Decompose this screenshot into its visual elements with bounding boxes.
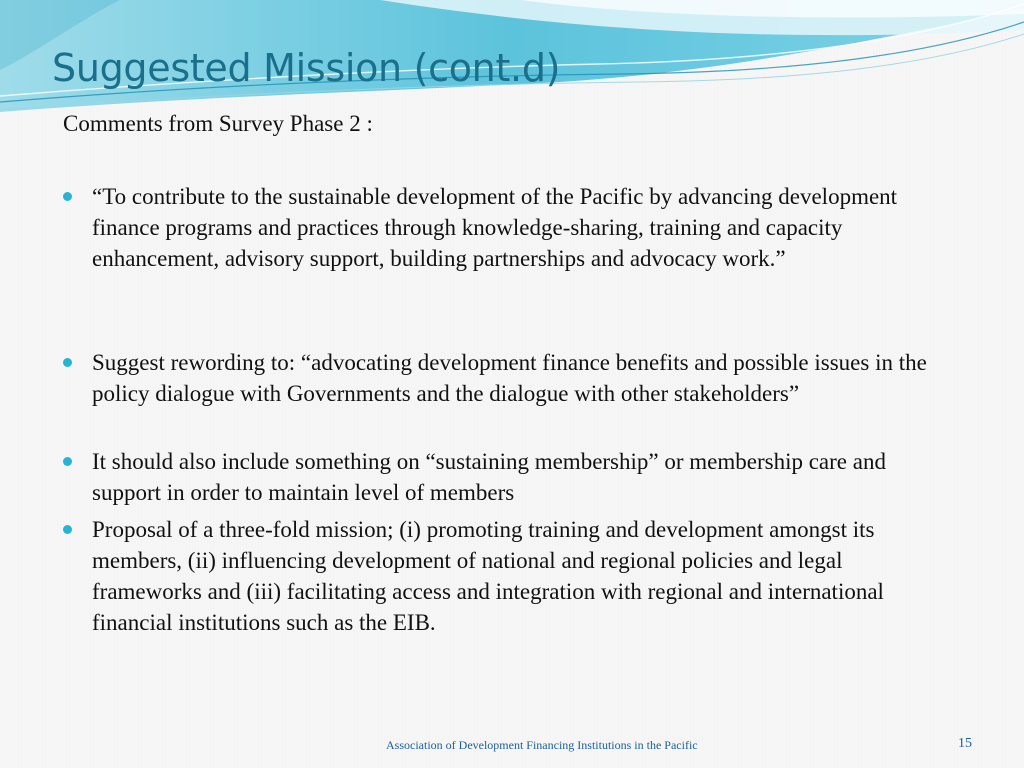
bullet-text: Proposal of a three-fold mission; (i) promoting training and development amongst its members, (ii) influencing development of national and regional policies and legal frameworks and (iii) facilitating access and integration with regional and international financial institutions such as the EIB. (92, 517, 884, 635)
bullet-text: “To contribute to the sustainable development of the Pacific by advancing development finance programs and practices through knowledge-sharing, training and capacity enhancement, advisory support, building partnerships and advocacy work.” (92, 184, 898, 271)
footer-organization: Association of Development Financing Institutions in the Pacific (386, 738, 698, 752)
bullet-dot-icon (63, 358, 72, 367)
page-number: 15 (958, 736, 972, 751)
bullet-text: Suggest rewording to: “advocating development finance benefits and possible issues in the policy dialogue with Governments and the dialogue with other stakeholders” (92, 350, 927, 406)
bullet-text: It should also include something on “sustaining membership” or membership care and support in order to maintain level of members (92, 449, 886, 505)
bullet-dot-icon (63, 525, 72, 534)
slide-title: Suggested Mission (cont.d) (52, 46, 561, 90)
bullet-dot-icon (63, 457, 72, 466)
slide-subtitle: Comments from Survey Phase 2 : (63, 111, 373, 136)
bullet-dot-icon (63, 192, 72, 201)
